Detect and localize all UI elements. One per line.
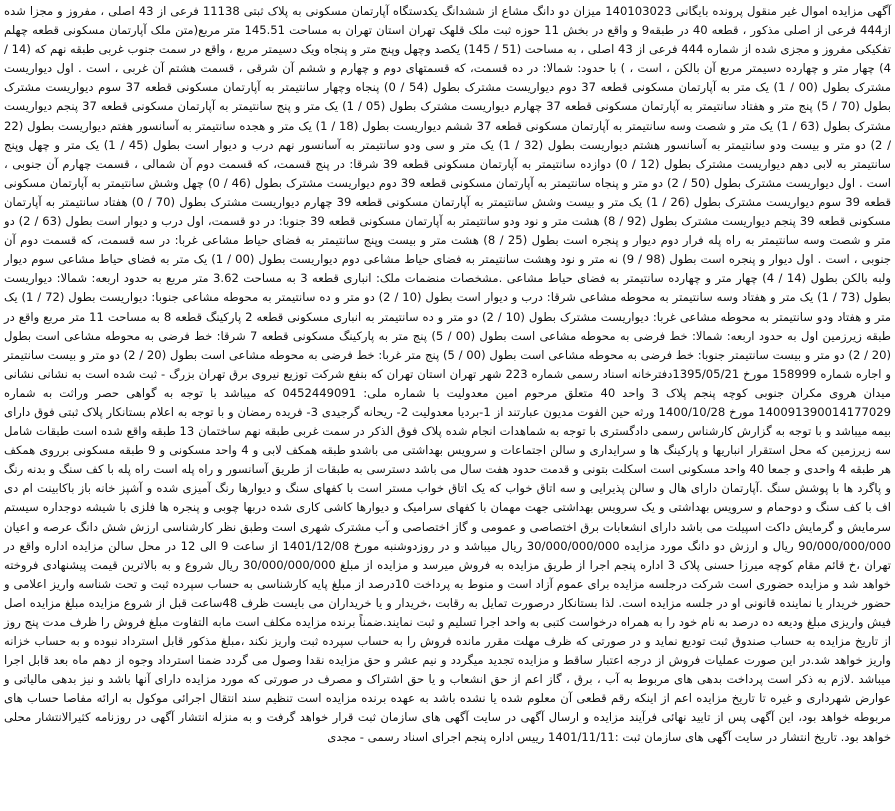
auction-notice-text: آگهی مزایده اموال غیر منقول پرونده بایگانی 140103023 میزان دو دانگ مشاع از ششدانگ یکدستگاه آپارتمان مسکونی به پلاک ثبتی 11138 فرعی از 43 اصلی ، مفروز و مجزا شده از444 فرعی از اصلی مذکور ، قطعه 40 در طبقه9 و واقع در بخش 11 حوزه ثبت ملک قلهک تهران استان تهران به مساحت 145.51 متر مربع(متن ملک آپارتمان مسکونی قطعه چهلم تفکیکی مفروز و مجزی شده از شماره 444 فرعی از 43 اصلی ، به مساحت (51 / 145) یکصد وچهل وپنج متر و پنجاه ویک دسیمتر مربع ، واقع در سمت جنوب غربی طبقه نهم که (14 / 4) چهار متر و چهارده دسیمتر مربع آن بالکن ، است ، ) با حدود: شمالا: در ده قسمت، که قسمتهای دوم و چهارم و ششم آن شرقی ، قسمت هشتم آن غربی ، است . اول دیواریست مشترک بطول (00 / 1) یک متر به آپارتمان مسکونی قطعه 37 دوم دیواریست مشترک بطول (54 / 0) پنجاه وچهار سانتیمتر به آپارتمان مسکونی قطعه 37 سوم دیواریست مشترک بطول (70 / 5) پنج متر و هفتاد سانتیمتر به آپارتمان مسکونی قطعه 37 چهارم دیواریست مشترک بطول (05 / 1) یک متر و پنج سانتیمتر به آپارتمان مسکونی قطعه 37 پنجم دیواریست مشترک بطول (63 / 1) یک متر و شصت وسه سانتیمتر به آپارتمان مسکونی قطعه 37 ششم دیواریست بطول (18 / 1) یک متر و هجده سانتیمتر به آسانسور هفتم دیواریست بطول (22 / 2) دو متر و بیست ودو سانتیمتر به آسانسور هشتم دیواریست بطول (32 / 1) یک متر و سی ودو سانتیمتر به آسانسور نهم درب و دیوار است بطول (45 / 1) یک متر و چهل وپنج سانتیمتر به لابی دهم دیواریست مشترک بطول (12 / 0) دوازده سانتیمتر به آپارتمان مسکونی قطعه 39 شرقا: در پنج قسمت، که قسمت دوم آن شمالی ، قسمت چهارم آن جنوبی ، است . اول دیواریست مشترک بطول (50 / 2) دو متر و پنجاه سانتیمتر به آپارتمان مسکونی قطعه 39 دوم دیواریست مشترک بطول (46 / 0) چهل وشش سانتیمتر به آپارتمان مسکونی قطعه 39 سوم دیواریست مشترک بطول (26 / 1) یک متر و بیست وشش سانتیمتر به آپارتمان مسکونی قطعه 39 چهارم دیواریست مشترک بطول (70 / 0) هفتاد سانتیمتر به آپارتمان مسکونی قطعه 39 پنجم دیواریست مشترک بطول (92 / 8) هشت متر و نود ودو سانتیمتر به آپارتمان مسکونی قطعه 39 جنوبا: در دو قسمت، اول درب و دیوار است بطول (63 / 2) دو متر و شصت وسه سانتیمتر به راه پله فرار دوم دیوار و پنجره است بطول (25 / 8) هشت متر و بیست وپنج سانتیمتر به فضای حیاط مشاعی غربا: در سه قسمت، که قسمت دوم آن جنوبی ، است . اول دیوار و پنجره است بطول (98 / 9) نه متر و نود وهشت سانتیمتر به فضای حیاط مشاعی دوم دیواریست بطول (00 / 1) یک متر به فضای حیاط مشاعی سوم دیوار ولبه بالکن بطول (14 / 4) چهار متر و چهارده سانتیمتر به فضای حیاط مشاعی .مشخصات منضمات ملک: انباری قطعه 3 به مساحت 3.62 متر مربع به حدود اربعه: شمالا: دیواریست بطول (73 / 1) یک متر و هفتاد وسه سانتیمتر به محوطه مشاعی شرقا: درب و دیوار است بطول (10 / 2) دو متر و ده سانتیمتر به محوطه مشاعی جنوبا: دیواریست بطول (72 / 1) یک متر و هفتاد ودو سانتیمتر به محوطه مشاعی غربا: دیواریست مشترک بطول (10 / 2) دو متر و ده سانتیمتر به انباری مسکونی قطعه 2 پارکینگ قطعه 8 به مساحت 11 متر مربع واقع در طبقه زیرزمین اول به حدود اربعه: شمالا: خط فرضی به محوطه مشاعی است بطول (00 / 5) پنج متر به پارکینگ مسکونی قطعه 7 شرقا: خط فرضی به محوطه مشاعی است بطول (20 / 2) دو متر و بیست سانتیمتر جنوبا: خط فرضی به محوطه مشاعی است بطول (00 / 5) پنج متر غربا: خط فرضی به محوطه مشاعی است بطول (20 / 2) دو متر و بیست سانتیمتر و اجاره شماره 158999 مورخ 1395/05/21دفترخانه اسناد رسمی شماره 223 شهر تهران استان تهران که بنفع شرکت توزیع نیروی برق تهران بزرگ - ثبت شده است به نشانی نشانی میدان هروی مکران جنوبی کوچه پنجم پلاک 3 واحد 40 متعلق مرحوم امین معدولیت با شماره ملی: 0452449091 که میباشد با توجه به گواهی حصر وراثت به شماره 140091390014177029 مورخ 1400/10/28 ورثه حین الفوت مدیون عبارتند از 1-بردیا معدولیت 2- ریحانه گرجیدی 3- فریده رمضان و با توجه به اعلام بستانکار پلاک ثبتی فوق دارای بیمه میباشد و با توجه به گزارش کارشناس رسمی دادگستری با توجه به شماهدات انجام شده پلاک فوق الذکر در سمت غربی طبقه نهم ساختمان 13 طبقه واقع شده است طبقات شامل سه زیرزمین که محل استقرار انباریها و پارکینگ ها و سرایداری و سالن اجتماعات و سرویس بهداشتی می باشدو طبقه همکف لابی و 4 واحد مسکونی و 9 طبقه مسکونی برروی همکف هر طبقه 4 واحدی و جمعا 40 واحد مسکونی است اسکلت بتونی و قدمت حدود هفت سال می باشد دسترسی به طبقات از طریق آسانسور و راه پله است راه پله با کف سنگ و بدنه رنگ و پاگرد ها با پوشش سنگ .آپارتمان دارای هال و سالن پذیرایی و سه اتاق خواب که یک اتاق خواب مستر است با کفهای سنگ و دیوارها رنگ آمیزی شده و آشپز خانه باز باکابینت ام دی اف با کف سنگ و دوحمام و سرویس بهداشتی و یک سرویس بهداشتی جهت مهمان با کفهای سرامیک و دیوارها کاشی کاری شده دربها چوبی و پنجره ها فلزی با شیشه دوجداره سیستم سرمایش و گرمایش داکت اسپیلت می باشد دارای انشعابات برق اختصاصی و عمومی و گاز اختصاصی و آب مشترک شهری است وطبق نظر کارشناسی ارزش شش دانگ عرصه و اعیان 90/000/000/000 ریال و ارزش دو دانگ مورد مزایده 30/000/000/000 ریال میباشد و در روزدوشنبه مورخ 1401/12/08 از ساعت 9 الی 12 در محل سالن مزایده اداره واقع در تهران ،خ قائم مقام کوچه میرزا حسنی پلاک 3 اداره پنجم اجرا از طریق مزایده به فروش میرسد و مزایده از مبلغ 30/000/000/000 ریال شروع و به بالاترین قیمت پیشنهادی فروخته خواهد شد و مزایده حضوری است شرکت درجلسه مزایده برای عموم آزاد است و منوط به پرداخت 10درصد از مبلغ پایه کارشناسی به حساب سپرده ثبت و تحت شناسه واریز اعلامی و حضور خریدار یا نماینده قانونی او در جلسه مزایده است. لذا بستانکار درصورت تمایل به رقابت ،خریدار و یا خریداران می بایست ظرف 48ساعت قبل از شروع مزایده مبلغ مزایده اصل فیش واریزی مبلغ ودیعه ده درصد به نام خود را به همراه درخواست کتبی به واحد اجرا تسلیم و ثبت نمایند.ضمناً برنده مزایده مکلف است مابه التفاوت مبلغ فروش را ظرف مدت پنج روز از تاریخ مزایده به حساب صندوق ثبت تودیع نماید و در صورتی که ظرف مهلت مقرر مانده فروش را به حساب سپرده ثبت واریز نکند ،مبلغ مذکور قابل استرداد نبوده و به حساب خزانه واریز خواهد شد.در این صورت عملیات فروش از درجه اعتبار ساقط و مزایده تجدید میگردد و نیم عشر و حق مزایده نقدا وصول می گردد ضمنا استرداد وجوه از دهم ماه بعد قابل اجرا میباشد .لازم به ذکر است پرداخت بدهی های مربوط به آب ، برق ، گاز اعم از حق انشعاب و یا حق اشتراک و مصرف در صورتی که مورد مزایده دارای آنها باشد و نیز بدهی مالیاتی و عوارض شهرداری و غیره تا تاریخ مزایده اعم از اینکه رقم قطعی آن معلوم شده یا نشده باشد به عهده برنده مزایده است تنظیم سند انتقال اجرائی موکول به ارائه مفاصا حساب های مربوطه خواهد بود، این آگهی پس از تایید نهائی فرآیند مزایده و ارسال آگهی در سایت آگهی های سازمان ثبت قرار خواهد گرفت و به منزله انتشار آگهی در روزنامه کثیرالانتشار محلی خواهد بود. تاریخ انتشار در سایت آگهی های سازمان ثبت :1401/11/11 رییس اداره پنجم اجرای اسناد رسمی - مجدی — [4, 4, 892, 744]
